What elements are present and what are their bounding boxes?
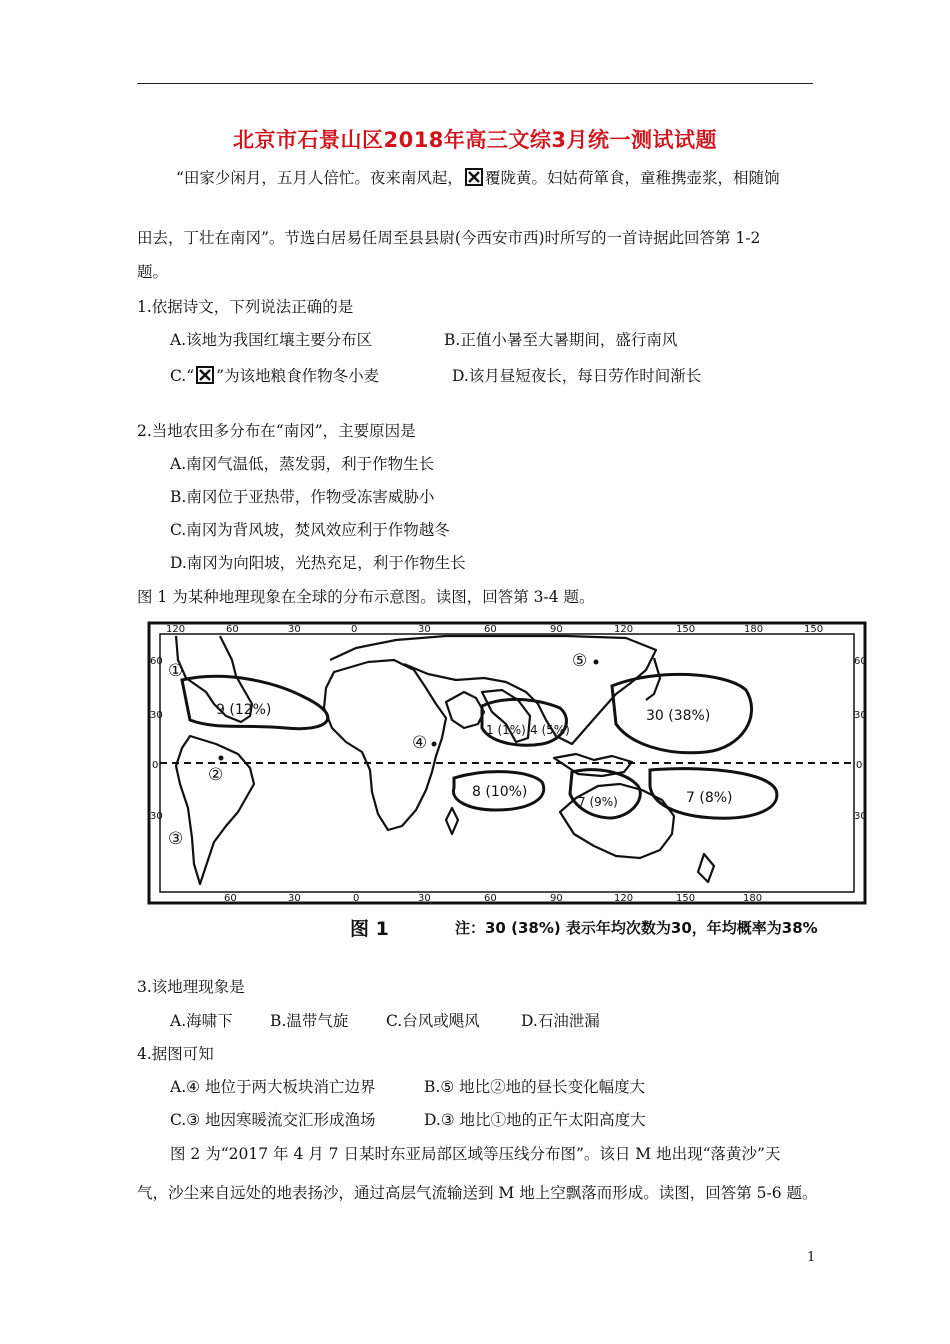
top-tick-4: 30 (418, 624, 431, 635)
region-label-1: 1 (1%) (486, 723, 526, 737)
missing-character-icon (196, 366, 214, 384)
q2-option-c: C.南冈为背风坡，焚风效应利于作物越冬 (170, 521, 450, 539)
q3-option-d: D.石油泄漏 (521, 1012, 600, 1030)
q4-option-c: C.③ 地因寒暖流交汇形成渔场 (170, 1111, 376, 1129)
q2-option-b: B.南冈位于亚热带，作物受冻害威胁小 (170, 488, 435, 506)
q4-option-b: B.⑤ 地比②地的昼长变化幅度大 (424, 1078, 646, 1096)
q2-option-d: D.南冈为向阳坡，光热充足，利于作物生长 (170, 554, 466, 572)
bottom-tick-0: 60 (224, 893, 237, 904)
top-tick-1: 60 (226, 624, 239, 635)
left-tick-0: 60 (150, 656, 163, 667)
header-rule (137, 83, 813, 84)
top-tick-2: 30 (288, 624, 301, 635)
left-tick-3: 30 (150, 811, 163, 822)
poem-line-3: 题。 (137, 263, 169, 281)
figure-1-intro: 图 1 为某种地理现象在全球的分布示意图。读图，回答第 3-4 题。 (137, 588, 595, 606)
q1-option-b: B.正值小暑至大暑期间，盛行南风 (444, 331, 678, 349)
top-tick-8: 150 (676, 624, 696, 635)
marker-5: ⑤ (572, 651, 588, 671)
region-label-4: 4 (5%) (530, 723, 570, 737)
left-tick-1: 30 (150, 710, 163, 721)
region-label-7-9: 7 (9%) (578, 795, 618, 809)
bottom-tick-8: 180 (743, 893, 763, 904)
region-label-7-8: 7 (8%) (686, 790, 733, 806)
q4-option-d: D.③ 地比①地的正午太阳高度大 (424, 1111, 646, 1129)
figure-1-world-map (146, 620, 868, 906)
right-tick-2: 0 (856, 760, 863, 771)
marker-1: ① (168, 661, 184, 681)
page-number: 1 (807, 1250, 816, 1265)
q2-stem: 2.当地农田多分布在“南冈”，主要原因是 (137, 422, 416, 440)
poem-line-2: 田去，丁壮在南冈”。节选白居易任周至县县尉(今西安市西)时所写的一首诗据此回答第 1-2 (137, 229, 761, 247)
bottom-tick-6: 120 (614, 893, 634, 904)
right-tick-1: 30 (854, 710, 867, 721)
q1-option-c-text: ”为该地粮食作物冬小麦 (216, 367, 380, 385)
marker-3: ③ (168, 829, 184, 849)
bottom-tick-2: 0 (353, 893, 360, 904)
top-tick-9: 180 (744, 624, 764, 635)
missing-character-icon (465, 168, 483, 186)
figure-2-intro-line-1: 图 2 为“2017 年 4 月 7 日某时东亚局部区域等压线分布图”。该日 M 地出现“落黄沙”天 (170, 1145, 781, 1163)
region-label-30: 30 (38%) (646, 708, 711, 724)
bottom-tick-4: 60 (484, 893, 497, 904)
marker-4: ④ (412, 733, 428, 753)
figure-1-caption: 图 1 (350, 918, 389, 940)
q1-stem: 1.依据诗文，下列说法正确的是 (137, 298, 354, 316)
marker-2-dot (219, 756, 224, 761)
marker-2: ② (208, 765, 224, 785)
top-tick-7: 120 (614, 624, 634, 635)
top-tick-5: 60 (484, 624, 497, 635)
q1-option-a: A.该地为我国红壤主要分布区 (170, 331, 373, 349)
q4-stem: 4.据图可知 (137, 1045, 214, 1063)
poem-line-1-part-a: “田家少闲月，五月人倍忙。夜来南风起， (176, 169, 463, 187)
top-tick-6: 90 (550, 624, 563, 635)
poem-line-1-part-b: 覆陇黄。妇姑荷箪食，童稚携壶浆，相随饷 (484, 169, 780, 187)
right-tick-0: 60 (854, 656, 867, 667)
top-tick-0: 120 (166, 624, 186, 635)
left-tick-2: 0 (152, 760, 159, 771)
q3-option-a: A.海啸下 (170, 1012, 233, 1030)
poem-line-1 (176, 168, 779, 188)
bottom-tick-5: 90 (550, 893, 563, 904)
q4-option-a: A.④ 地位于两大板块消亡边界 (170, 1078, 376, 1096)
bottom-tick-7: 150 (676, 893, 696, 904)
q3-option-b: B.温带气旋 (270, 1012, 349, 1030)
q3-stem: 3.该地理现象是 (137, 978, 245, 996)
right-tick-3: 30 (854, 811, 867, 822)
marker-4-dot (432, 742, 437, 747)
region-label-8: 8 (10%) (472, 784, 528, 800)
region-label-9: 9 (12%) (216, 702, 272, 718)
bottom-tick-3: 30 (418, 893, 431, 904)
bottom-tick-1: 30 (288, 893, 301, 904)
top-tick-3: 0 (351, 624, 358, 635)
q2-option-a: A.南冈气温低，蒸发弱，利于作物生长 (170, 455, 435, 473)
q3-option-c: C.台风或飓风 (386, 1012, 480, 1030)
marker-5-dot (594, 660, 599, 665)
figure-2-intro-line-2: 气，沙尘来自远处的地表扬沙，通过高层气流输送到 M 地上空飘落而形成。读图，回答第 5-6 题。 (137, 1184, 818, 1202)
figure-1-note: 注：30 (38%) 表示年均次数为30，年均概率为38% (455, 919, 818, 937)
q1-option-c (170, 366, 379, 386)
q1-option-d: D.该月昼短夜长，每日劳作时间渐长 (452, 367, 702, 385)
q1-option-c-prefix: C.“ (170, 367, 195, 385)
top-tick-10: 150 (804, 624, 824, 635)
page-title: 北京市石景山区2018年高三文综3月统一测试试题 (232, 128, 718, 152)
